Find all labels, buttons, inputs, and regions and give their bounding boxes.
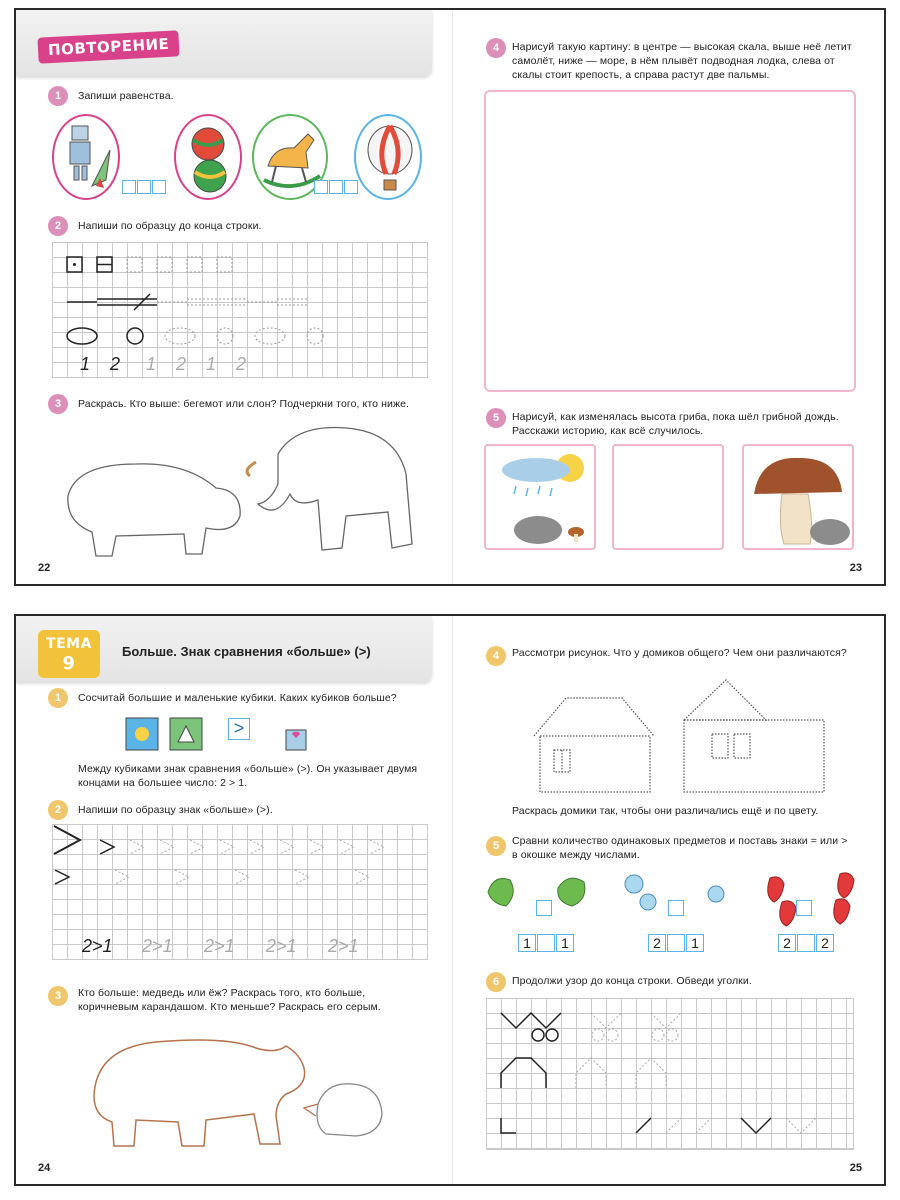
sign-answer-box[interactable]: [796, 900, 812, 916]
task-number: 6: [486, 972, 506, 992]
writing-grid[interactable]: [52, 242, 428, 378]
topic-badge: [38, 630, 100, 678]
answer-box[interactable]: [537, 934, 555, 952]
hippo-elephant-outline[interactable]: [46, 424, 436, 564]
trace-digit: 2: [236, 354, 247, 374]
task-number: 2: [48, 800, 68, 820]
pattern-samples: [486, 998, 854, 1150]
task-number: 3: [48, 986, 68, 1006]
answer-box[interactable]: [137, 180, 151, 194]
trace-digit: 2: [176, 354, 187, 374]
oval-hot-air-balloon: [354, 114, 422, 200]
rain-cloud-hedgehog-icon: [486, 446, 598, 552]
hot-air-balloon-icon: [356, 116, 424, 202]
topic-badge-word: ТЕМА: [46, 636, 92, 652]
story-frame-rain: [484, 444, 596, 550]
sign-box: >: [228, 718, 250, 740]
task-text: Раскрась. Кто выше: бегемот или слон? Подчеркни того, кто ниже.: [78, 398, 410, 410]
trace-digit: 1: [206, 354, 217, 374]
answer-box[interactable]: [667, 934, 685, 952]
number-box: 1: [518, 934, 536, 952]
task-text: Сосчитай большие и маленькие кубики. Каких кубиков больше?: [78, 692, 397, 704]
big-mushroom-hedgehog-icon: [744, 446, 856, 552]
topic-title: Больше. Знак сравнения «больше» (>): [122, 644, 371, 659]
task-text: Нарисуй, как изменялась высота гриба, пока шёл грибной дождь. Расскажи историю, как всё случилось.: [512, 411, 839, 437]
number-box: 1: [556, 934, 574, 952]
trace-sample: 2>1: [266, 936, 297, 956]
task-number: 2: [48, 216, 68, 236]
workbook-spread-pages-24-25: [14, 614, 886, 1186]
two-houses-dotted[interactable]: [526, 676, 826, 796]
page-gutter: [452, 10, 453, 584]
sample-digit: 1: [80, 354, 91, 374]
number-box: 1: [686, 934, 704, 952]
task-text: Запиши равенства.: [78, 90, 174, 102]
task-number: 5: [486, 408, 506, 428]
task-number: 5: [486, 836, 506, 856]
task-text: Рассмотри рисунок. Что у домиков общего? Чем они различаются?: [512, 647, 847, 659]
story-frame-big-mushroom: [742, 444, 854, 550]
sample-digit: 2: [110, 354, 121, 374]
pattern-grid[interactable]: [486, 998, 854, 1150]
sign-answer-box[interactable]: [536, 900, 552, 916]
task-number: 3: [48, 394, 68, 414]
page-number: 22: [38, 562, 51, 574]
house-caption: Раскрась домики так, чтобы они различались ещё и по цвету.: [512, 805, 819, 817]
balls-icon: [176, 116, 244, 202]
topic-badge-number: 9: [62, 653, 76, 674]
writing-sample: 2>1: [82, 936, 113, 956]
task-number: 4: [486, 38, 506, 58]
drawing-area[interactable]: [484, 90, 856, 392]
answer-box[interactable]: [122, 180, 136, 194]
trace-sample: 2>1: [328, 936, 359, 956]
task-number: 1: [48, 688, 68, 708]
writing-grid[interactable]: [52, 824, 428, 960]
task-text: Продолжи узор до конца строки. Обведи уголки.: [512, 975, 752, 987]
bear-hedgehog-outline[interactable]: [86, 1024, 426, 1154]
task-text: Кто больше: медведь или ёж? Раскрась того, кто больше, коричневым карандашом. Кто меньше? Раскрась его серым.: [78, 987, 381, 1013]
task-text: Сравни количество одинаковых предметов и поставь знаки = или > в окошке между числами.: [512, 835, 848, 861]
answer-box[interactable]: [797, 934, 815, 952]
page-number: 25: [849, 1162, 862, 1174]
task-number: 4: [486, 646, 506, 666]
oval-robot-rocket: [52, 114, 120, 200]
answer-box[interactable]: [344, 180, 358, 194]
answer-box[interactable]: [329, 180, 343, 194]
explanation-text: Между кубиками знак сравнения «больше» (>). Он указывает двумя концами на большее число: 2 > 1.: [78, 763, 418, 789]
trace-digit: 1: [146, 354, 157, 374]
page-number: 23: [849, 562, 862, 574]
number-box: 2: [816, 934, 834, 952]
task-text: Нарисуй такую картину: в центре — высокая скала, выше неё летит самолёт, ниже — море, в нём плывёт подводная лодка, слева от скалы стоит крепость, а справа растут две пальмы.: [512, 41, 852, 81]
task-number: 1: [48, 86, 68, 106]
oval-balls: [174, 114, 242, 200]
trace-sample: 2>1: [204, 936, 235, 956]
page-gutter: [452, 616, 453, 1184]
task-text: Напиши по образцу знак «больше» (>).: [78, 804, 273, 816]
number-box: 2: [778, 934, 796, 952]
trace-sample: 2>1: [142, 936, 173, 956]
cubes-illustration: [126, 714, 326, 754]
story-frame-empty[interactable]: [612, 444, 724, 550]
page-number: 24: [38, 1162, 51, 1174]
review-badge: ПОВТОРЕНИЕ: [37, 30, 179, 63]
workbook-spread-pages-22-23: [14, 8, 886, 586]
task-text: Напиши по образцу до конца строки.: [78, 220, 262, 232]
answer-box[interactable]: [152, 180, 166, 194]
number-box: 2: [648, 934, 666, 952]
robot-rocket-icon: [54, 116, 122, 202]
compare-items-illustration: [484, 864, 862, 934]
answer-box[interactable]: [314, 180, 328, 194]
sign-answer-box[interactable]: [668, 900, 684, 916]
